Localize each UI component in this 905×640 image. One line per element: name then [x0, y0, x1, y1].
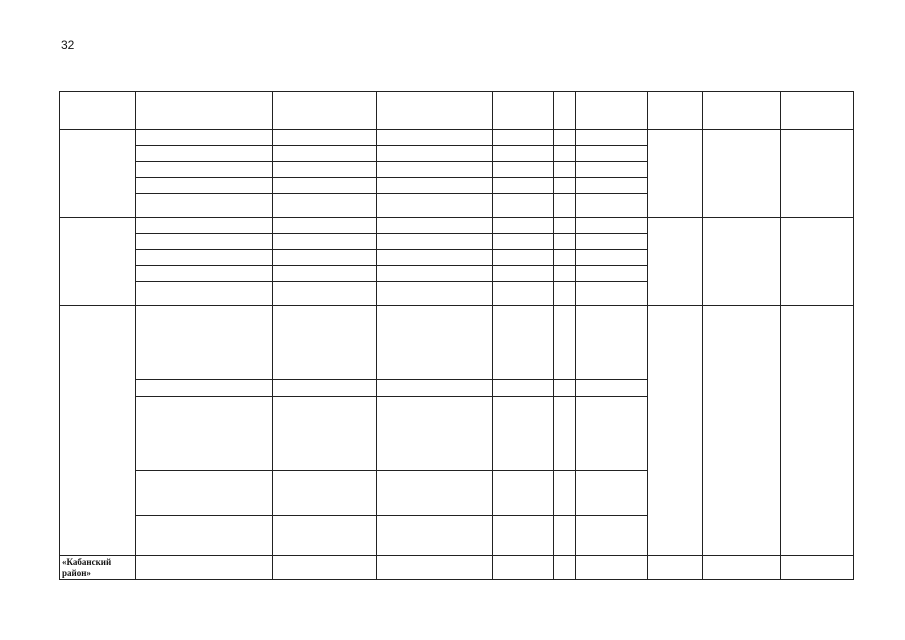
value-col-3 [376, 162, 492, 178]
settlement-name [60, 306, 136, 556]
value-col-3 [376, 471, 492, 516]
service-name [135, 397, 272, 471]
service-name [135, 516, 272, 556]
value-col-6 [576, 282, 648, 306]
population-value [648, 92, 703, 130]
object-type [273, 178, 377, 194]
value-col-3 [376, 194, 492, 218]
empty-cell [576, 556, 648, 580]
service-name [135, 162, 272, 178]
value-col-5 [553, 218, 576, 234]
settlement-name [60, 130, 136, 218]
service-name [135, 471, 272, 516]
value-col-4 [493, 282, 553, 306]
empty-cell [553, 556, 576, 580]
value-col-4 [493, 130, 553, 146]
object-type [273, 282, 377, 306]
object-type [273, 266, 377, 282]
value-col-3 [376, 380, 492, 397]
value-col-3 [376, 266, 492, 282]
value-col-5 [553, 130, 576, 146]
value-col-5 [553, 380, 576, 397]
value-col-3 [376, 92, 492, 130]
value-col-4 [493, 178, 553, 194]
value-col-4 [493, 194, 553, 218]
object-type [273, 380, 377, 397]
object-type [273, 218, 377, 234]
service-name [135, 92, 272, 130]
district-row [60, 556, 854, 580]
service-name [135, 234, 272, 250]
value-col-4 [493, 92, 553, 130]
value-col-8 [703, 92, 781, 130]
value-col-6 [576, 162, 648, 178]
value-col-6 [576, 178, 648, 194]
value-col-6 [576, 397, 648, 471]
value-col-6 [576, 471, 648, 516]
value-col-8 [703, 130, 781, 218]
service-name [135, 250, 272, 266]
value-col-3 [376, 306, 492, 380]
service-name [135, 266, 272, 282]
object-type [273, 306, 377, 380]
empty-cell [648, 556, 703, 580]
table-body [60, 92, 854, 580]
service-name [135, 146, 272, 162]
value-col-5 [553, 250, 576, 266]
value-col-4 [493, 250, 553, 266]
value-col-5 [553, 471, 576, 516]
value-col-5 [553, 516, 576, 556]
value-col-5 [553, 92, 576, 130]
service-name [135, 306, 272, 380]
empty-cell [376, 556, 492, 580]
value-col-4 [493, 516, 553, 556]
population-value [648, 306, 703, 556]
empty-cell [273, 556, 377, 580]
object-type [273, 162, 377, 178]
value-col-4 [493, 162, 553, 178]
value-col-3 [376, 234, 492, 250]
value-col-3 [376, 250, 492, 266]
value-col-3 [376, 130, 492, 146]
value-col-4 [493, 397, 553, 471]
object-type [273, 250, 377, 266]
value-col-4 [493, 218, 553, 234]
value-col-4 [493, 380, 553, 397]
value-col-5 [553, 178, 576, 194]
district-name: «Кабанский район» [60, 556, 136, 580]
value-col-3 [376, 146, 492, 162]
value-col-6 [576, 146, 648, 162]
empty-cell [703, 556, 781, 580]
table-row [60, 92, 854, 130]
value-col-4 [493, 146, 553, 162]
value-col-3 [376, 178, 492, 194]
page-number: 32 [61, 38, 75, 52]
population-value [648, 218, 703, 306]
object-type [273, 194, 377, 218]
value-col-3 [376, 282, 492, 306]
value-col-8 [703, 306, 781, 556]
value-col-5 [553, 306, 576, 380]
table-row [60, 218, 854, 234]
value-col-5 [553, 234, 576, 250]
empty-cell [493, 556, 553, 580]
value-col-5 [553, 162, 576, 178]
service-name [135, 130, 272, 146]
service-name [135, 178, 272, 194]
value-col-6 [576, 130, 648, 146]
value-col-6 [576, 250, 648, 266]
object-type [273, 130, 377, 146]
value-col-9 [781, 130, 854, 218]
value-col-6 [576, 380, 648, 397]
table-row [60, 306, 854, 380]
object-type [273, 516, 377, 556]
service-name [135, 194, 272, 218]
value-col-5 [553, 266, 576, 282]
value-col-6 [576, 234, 648, 250]
object-type [273, 234, 377, 250]
empty-cell [781, 556, 854, 580]
service-name [135, 380, 272, 397]
value-col-9 [781, 218, 854, 306]
empty-cell [135, 556, 272, 580]
value-col-5 [553, 146, 576, 162]
value-col-9 [781, 306, 854, 556]
value-col-4 [493, 471, 553, 516]
settlement-name [60, 218, 136, 306]
value-col-5 [553, 282, 576, 306]
value-col-6 [576, 194, 648, 218]
settlement-name [60, 92, 136, 130]
object-type [273, 397, 377, 471]
value-col-4 [493, 266, 553, 282]
value-col-6 [576, 306, 648, 380]
value-col-8 [703, 218, 781, 306]
value-col-5 [553, 397, 576, 471]
object-type [273, 146, 377, 162]
value-col-9 [781, 92, 854, 130]
service-name [135, 218, 272, 234]
object-type [273, 471, 377, 516]
value-col-4 [493, 306, 553, 380]
value-col-6 [576, 516, 648, 556]
value-col-3 [376, 397, 492, 471]
value-col-3 [376, 218, 492, 234]
table-row [60, 130, 854, 146]
value-col-3 [376, 516, 492, 556]
value-col-4 [493, 234, 553, 250]
value-col-6 [576, 218, 648, 234]
value-col-5 [553, 194, 576, 218]
tariff-table [59, 91, 854, 580]
population-value [648, 130, 703, 218]
value-col-6 [576, 92, 648, 130]
object-type [273, 92, 377, 130]
service-name [135, 282, 272, 306]
value-col-6 [576, 266, 648, 282]
